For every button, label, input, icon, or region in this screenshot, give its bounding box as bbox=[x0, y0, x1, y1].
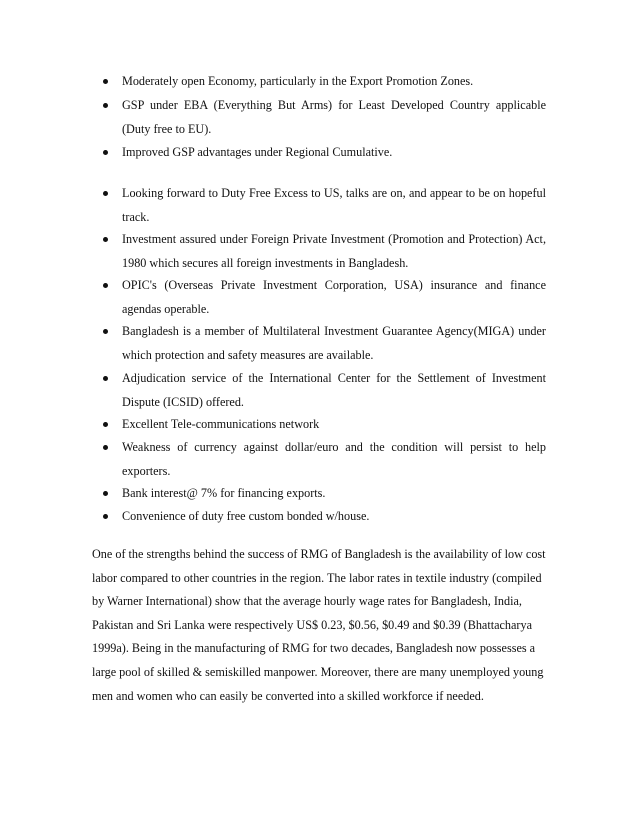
list-item bbox=[122, 274, 546, 321]
list-item-text: Looking forward to Duty Free Excess to US, talks are on, and appear to be on hopeful track. bbox=[122, 186, 546, 224]
list-item-text: GSP under EBA (Everything But Arms) for Least Developed Country applicable (Duty free to EU). bbox=[122, 98, 546, 136]
list-item-text: Bangladesh is a member of Multilateral Investment Guarantee Agency(MIGA) under which protection and safety measures are available. bbox=[122, 324, 546, 362]
list-item bbox=[122, 141, 546, 165]
bullet-icon bbox=[103, 283, 108, 288]
bullet-icon bbox=[103, 445, 108, 450]
list-item bbox=[122, 505, 546, 529]
list-item-text: Moderately open Economy, particularly in the Export Promotion Zones. bbox=[122, 74, 474, 88]
list-item-text: Adjudication service of the International Center for the Settlement of Investment Dispute (ICSID) offered. bbox=[122, 371, 546, 409]
bullet-icon bbox=[103, 103, 108, 108]
bullet-icon bbox=[103, 422, 108, 427]
list-item-text: Bank interest@ 7% for financing exports. bbox=[122, 486, 326, 500]
bullet-icon bbox=[103, 491, 108, 496]
list-item bbox=[122, 413, 546, 437]
list-item-text: Excellent Tele-communications network bbox=[122, 417, 320, 431]
list-item bbox=[122, 320, 546, 367]
list-item-text: Convenience of duty free custom bonded w/house. bbox=[122, 509, 370, 523]
bullet-icon bbox=[103, 191, 108, 196]
body-paragraph: One of the strengths behind the success of RMG of Bangladesh is the availability of low cost labor compared to other countries in the region. The labor rates in textile industry (compiled by Warner International) show that the average hourly wage rates for Bangladesh, India, Pakistan and Sri Lanka were respectively US$ 0.23, $0.56, $0.49 and $0.39 (Bhattacharya 1999a). Being in the manufacturing of RMG for two decades, Bangladesh now possesses a large pool of skilled & semiskilled manpower. Moreover, there are many unemployed young men and women who can easily be converted into a skilled workforce if needed. bbox=[92, 547, 546, 703]
list-item bbox=[122, 436, 546, 483]
list-item-text: Weakness of currency against dollar/euro and the condition will persist to help exporters. bbox=[122, 440, 546, 478]
list-item bbox=[122, 482, 546, 506]
bullet-icon bbox=[103, 514, 108, 519]
bullet-icon bbox=[103, 79, 108, 84]
list-item bbox=[122, 367, 546, 414]
list-item-text: Improved GSP advantages under Regional Cumulative. bbox=[122, 145, 393, 159]
list-item bbox=[122, 70, 546, 94]
list-item-text: Investment assured under Foreign Private Investment (Promotion and Protection) Act, 1980 which secures all foreign investments in Bangladesh. bbox=[122, 232, 546, 270]
list-item bbox=[122, 94, 546, 141]
list-item bbox=[122, 182, 546, 229]
list-item bbox=[122, 228, 546, 275]
bullet-icon bbox=[103, 237, 108, 242]
bullet-icon bbox=[103, 329, 108, 334]
list-item-text: OPIC's (Overseas Private Investment Corporation, USA) insurance and finance agendas operable. bbox=[122, 278, 546, 316]
bullet-icon bbox=[103, 150, 108, 155]
bullet-icon bbox=[103, 376, 108, 381]
